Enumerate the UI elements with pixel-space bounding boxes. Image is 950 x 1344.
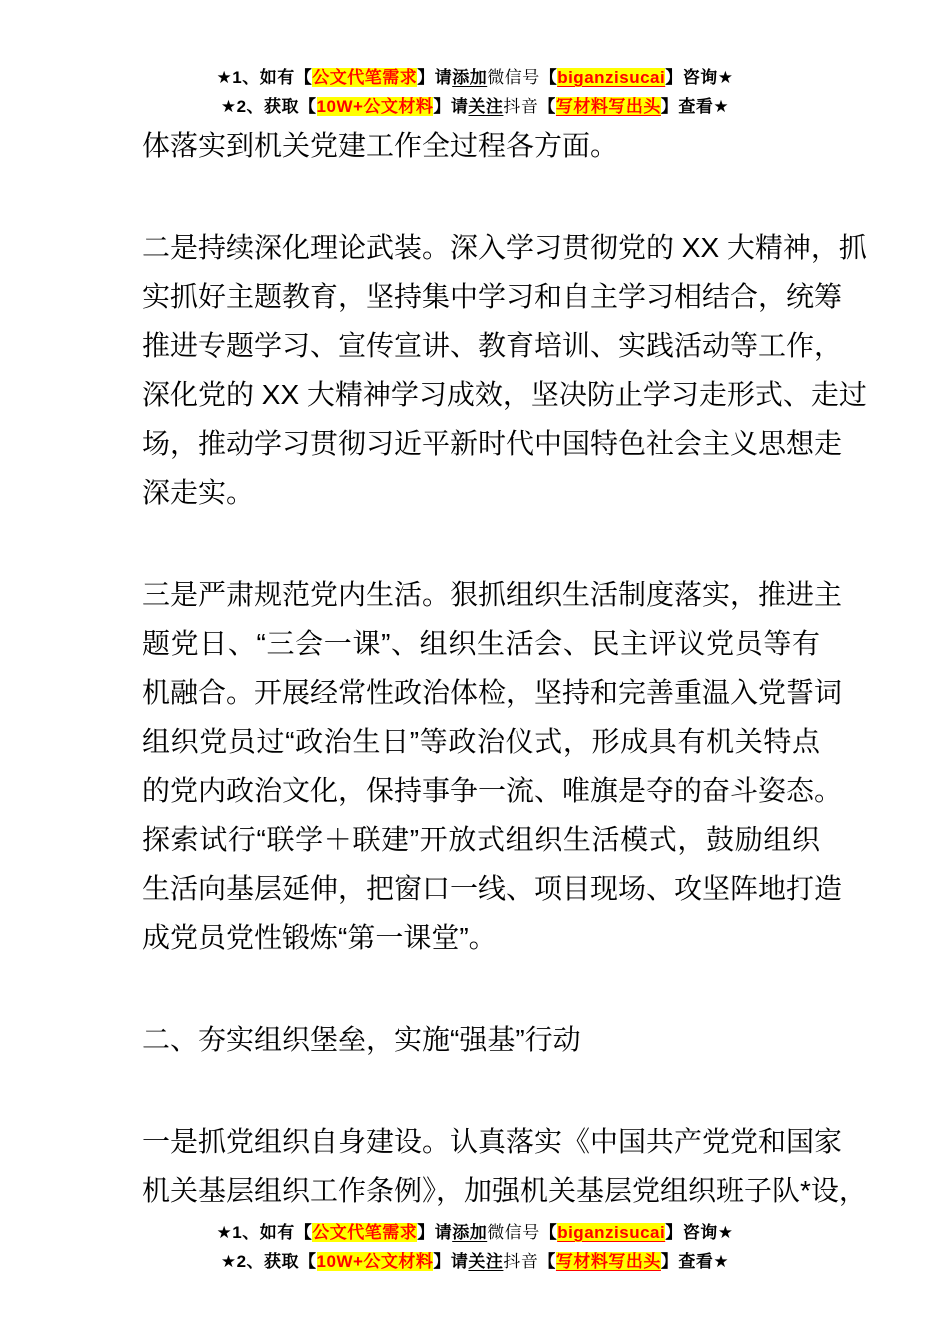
banner1-mid1: 】请 [417,68,453,87]
banner1-wechat-id: biganzisucai [557,1223,666,1242]
banner2-bracket: 【 [538,97,556,116]
banner1-prefix: ★1、如有【 [216,68,313,87]
promo-banner-line1 [0,1218,950,1247]
text-line: 实抓好主题教育，坚持集中学习和自主学习相结合，统筹 [142,281,843,312]
banner1-prefix: ★1、如有【 [216,1223,313,1242]
banner2-mid1: 】请 [433,97,469,116]
paragraph [142,1117,867,1215]
text-line: 机融合。开展经常性政治体检，坚持和完善重温入党誓词 [142,677,843,708]
banner2-underline-follow: 关注 [468,1252,504,1271]
text-line: 场，推动学习贯彻习近平新时代中国特色社会主义思想走 [142,428,843,459]
text-line: 探索试行“联学＋联建”开放式组织生活模式，鼓励组织 [142,824,820,855]
banner2-bracket: 【 [538,1252,556,1271]
banner2-douyin-label: 抖音 [503,1252,539,1271]
document-body [142,121,867,1215]
promo-banner-bottom [0,1218,950,1276]
banner2-suffix: 】查看★ [660,1252,730,1271]
paragraph [142,570,843,962]
banner1-wechat-label: 微信号 [487,68,540,87]
banner2-highlight-materials: 10W+公文材料 [316,97,434,116]
text-line: 生活向基层延伸，把窗口一线、项目现场、攻坚阵地打造 [142,873,843,904]
section-heading [142,1015,820,1064]
banner2-mid1: 】请 [433,1252,469,1271]
text-line: 机关基层组织工作条例》，加强机关基层党组织班子队*设， [142,1175,867,1206]
text-line: 推进专题学习、宣传宣讲、教育培训、实践活动等工作， [142,330,843,361]
text-line: 一是抓党组织自身建设。认真落实《中国共产党党和国家 [142,1126,843,1157]
paragraph [142,121,820,170]
text-line: 三是严肃规范党内生活。狠抓组织生活制度落实，推进主 [142,579,843,610]
banner1-wechat-label: 微信号 [487,1223,540,1242]
banner1-highlight-service: 公文代笔需求 [312,68,418,87]
banner1-underline-add: 添加 [452,1223,488,1242]
banner1-wechat-id: biganzisucai [557,68,666,87]
text-line: 成党员党性锻炼“第一课堂”。 [142,922,497,953]
banner2-douyin-label: 抖音 [503,97,539,116]
banner1-bracket: 【 [539,68,558,87]
text-line: 二、夯实组织堡垒，实施“强基”行动 [142,1024,581,1055]
promo-banner-line2 [0,92,950,121]
banner1-suffix: 】咨询★ [665,1223,734,1242]
banner2-douyin-id: 写材料写出头 [555,1252,661,1271]
text-line: 的党内政治文化，保持事争一流、唯旗是夺的奋斗姿态。 [142,775,843,806]
banner2-highlight-materials: 10W+公文材料 [316,1252,434,1271]
banner1-suffix: 】咨询★ [665,68,734,87]
text-line: 组织党员过“政治生日”等政治仪式，形成具有机关特点 [142,726,820,757]
promo-banner-line1 [0,63,950,92]
banner2-douyin-id: 写材料写出头 [555,97,661,116]
banner1-mid1: 】请 [417,1223,453,1242]
banner2-prefix: ★2、获取【 [220,97,317,116]
promo-banner-line2 [0,1247,950,1276]
text-line: 深走实。 [142,477,255,508]
banner1-bracket: 【 [539,1223,558,1242]
text-line: 题党日、“三会一课”、组织生活会、民主评议党员等有 [142,628,820,659]
text-line: 体落实到机关党建工作全过程各方面。 [142,130,619,161]
banner1-highlight-service: 公文代笔需求 [312,1223,418,1242]
text-line: 深化党的 XX 大精神学习成效，坚决防止学习走形式、走过 [142,379,867,410]
promo-banner-top [0,0,950,121]
banner2-prefix: ★2、获取【 [220,1252,317,1271]
paragraph [142,223,867,517]
text-line: 二是持续深化理论武装。深入学习贯彻党的 XX 大精神，抓 [142,232,867,263]
banner2-underline-follow: 关注 [468,97,504,116]
banner2-suffix: 】查看★ [660,97,730,116]
banner1-underline-add: 添加 [452,68,488,87]
